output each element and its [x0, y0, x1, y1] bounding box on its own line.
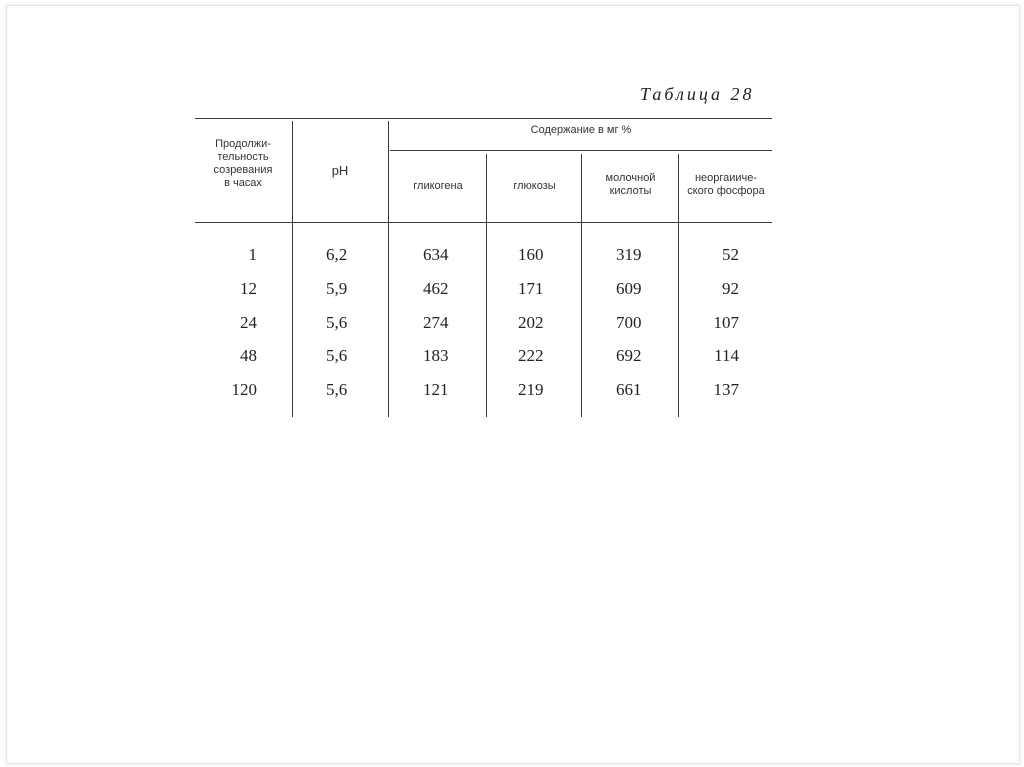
table-cell: 462 [423, 279, 449, 298]
table-cell: 5,6 [326, 313, 348, 332]
header-duration: Продолжи- тельность созревания в часах [213, 138, 273, 189]
table-cell: 202 [518, 313, 544, 332]
table-cell: 692 [616, 346, 642, 365]
table-cell: 1 [248, 245, 257, 264]
header-content-group: Содержание в мг % [530, 124, 632, 136]
table-cell: 12 [240, 279, 257, 298]
header-ph: pH [331, 163, 349, 178]
table-cell: 171 [518, 279, 544, 298]
table-cell: 92 [722, 279, 739, 298]
table-cell: 24 [240, 313, 257, 332]
header-glycogen: гликогена [413, 180, 463, 192]
header-bottom-rule [195, 222, 772, 223]
table-cell: 319 [616, 245, 642, 264]
table-cell: 5,6 [326, 346, 348, 365]
table-cell: 609 [616, 279, 642, 298]
table-cell: 5,6 [326, 380, 348, 399]
table-cell: 114 [714, 346, 739, 365]
table-cell: 160 [518, 245, 544, 264]
group-header-rule [390, 150, 772, 151]
header-glucose: глюкозы [513, 180, 556, 192]
table-cell: 48 [240, 346, 257, 365]
table-cell: 120 [231, 380, 257, 399]
table-top-rule [195, 118, 772, 119]
header-inorganic-phosphorus: неоргаииче- ского фосфора [687, 172, 765, 197]
table-cell: 121 [423, 380, 449, 399]
header-lactic-acid: молочной кислоты [605, 172, 656, 197]
table-cell: 52 [722, 245, 739, 264]
table-cell: 700 [616, 313, 642, 332]
table-cell: 634 [423, 245, 449, 264]
table-cell: 5,9 [326, 279, 348, 298]
column-divider-glycogen [486, 154, 487, 417]
table-cell: 107 [713, 313, 739, 332]
table-cell: 137 [713, 380, 739, 399]
table-cell: 661 [616, 380, 642, 399]
table-cell: 222 [518, 346, 544, 365]
column-divider-glucose [581, 154, 582, 417]
table-cell: 6,2 [326, 245, 348, 264]
table-cell: 274 [423, 313, 449, 332]
column-divider-ph [388, 121, 389, 417]
column-divider-lactic [678, 154, 679, 417]
table-cell: 183 [423, 346, 449, 365]
table-cell: 219 [518, 380, 544, 399]
column-divider-duration [292, 121, 293, 417]
table-caption: Таблица 28 [640, 84, 755, 104]
